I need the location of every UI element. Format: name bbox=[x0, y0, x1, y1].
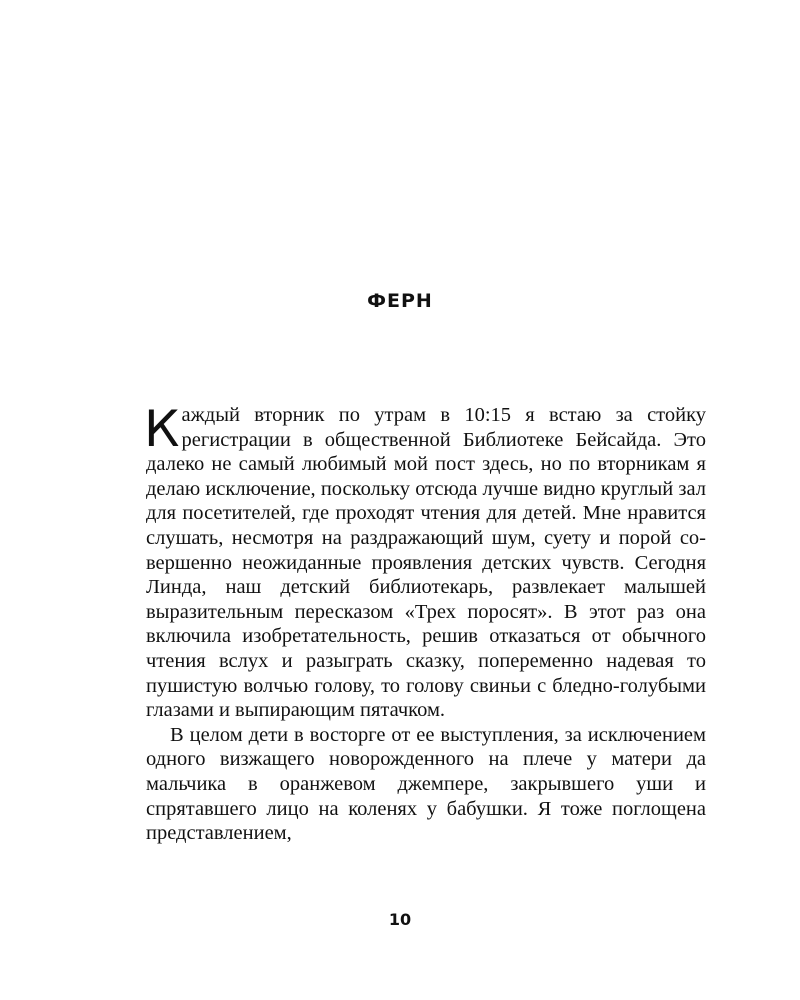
paragraph-1-text: аждый вторник по утрам в 10:15 я встаю за стойку регистрации в общественной Библиотеке Бейсайда. Это далеко не самый любимый мой пост здесь, но по вторникам я делаю исключение, поскольку отсюда лучше видно круглый зал для посетителей, где проходят чтения для детей. Мне нравится слушать, несмотря на раздражающий шум, суету и порой совершенно неожиданные проявления детских чувств. Сегодня Линда, наш детский библиотекарь, развлекает малышей выразительным пересказом «Трех поросят». В этот раз она включила изобретательность, решив отказаться от обычного чтения вслух и разыграть сказку, попеременно надевая то пушистую волчью голову, то голову свиньи с бледно-голубыми глазами и выпирающим пятачком. bbox=[146, 404, 706, 722]
body-text bbox=[144, 400, 706, 846]
chapter-title: ФЕРН bbox=[367, 290, 433, 312]
paragraph-2: В целом дети в восторге от ее выступления, за исключением одного визжащего новорожденного на плече у матери да мальчика в оранжевом джемпере, закрывшего уши и спрятавшего лицо на коленях у бабушки. Я тоже поглощена представлением, bbox=[146, 723, 706, 845]
paragraph-1 bbox=[144, 400, 706, 723]
page-number: 10 bbox=[388, 910, 412, 929]
drop-cap: К bbox=[144, 400, 180, 458]
